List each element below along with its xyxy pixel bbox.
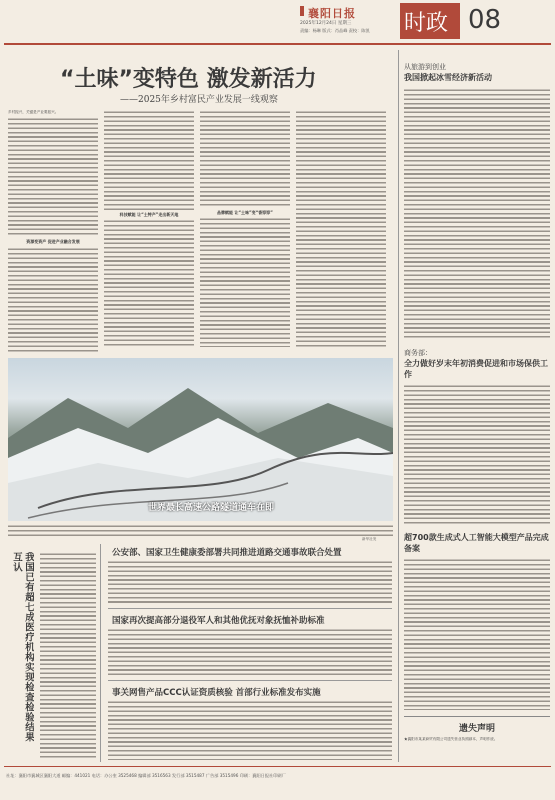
lead-headline: “土味”变特色 激发新活力 — [60, 67, 317, 92]
lead-col3-text — [200, 110, 290, 208]
date-line: 2025年12月24日 星期三 — [300, 21, 352, 26]
masthead-rule — [4, 43, 551, 45]
left-column-headline: 我国已有超七成医疗机构实现检查检验结果互认 — [11, 552, 34, 742]
lead-col1-text-2 — [8, 247, 98, 352]
lead-col2-text-2 — [104, 219, 194, 347]
article-c-headline: 事关网售产品CCC认证资质核验 首部行业标准发布实施 — [112, 688, 321, 698]
lower-left-divider — [100, 544, 101, 762]
notice-title: 遗失声明 — [458, 724, 495, 734]
right-mid-body — [404, 384, 550, 524]
paper-name: 襄阳日报 — [308, 7, 356, 20]
article-b-body — [108, 628, 392, 676]
lead-col2-subtitle: 科技赋能 让“土特产”走出新天地 — [119, 212, 179, 217]
right-column-divider — [398, 50, 399, 762]
photo-description — [8, 524, 393, 538]
footer-text: 社址：襄阳市襄城区襄阳大道 邮编：441021 电话：办公室 3525468 编辑部 3516563 发行部 3515487 广告部 3515496 印刷：襄阳日报社印刷厂 — [6, 773, 286, 778]
lead-col4-text — [296, 110, 386, 348]
article-bc-divider — [108, 680, 392, 681]
article-ab-divider — [108, 608, 392, 609]
right-top-body — [404, 88, 550, 338]
masthead — [0, 0, 555, 50]
right-mid-headline: 全力做好岁末年初消费促进和市场保供工作 — [404, 359, 548, 379]
article-c-body — [108, 700, 392, 760]
lead-col1-subtitle: 资源变资产 促进产业融合发展 — [26, 239, 80, 245]
article-a-headline: 公安部、国家卫生健康委部署共同推进道路交通事故联合处置 — [112, 548, 342, 558]
right-top-kicker: 从旅游到创业 — [404, 63, 446, 71]
photo-caption: 世界最长高速公路隧道通车在即 — [148, 503, 275, 513]
lead-col1-text — [8, 117, 98, 237]
notice-body: ★襄阳市某某商贸有限公司遗失营业执照副本，声明作废。 — [404, 737, 498, 741]
right-top-headline: 我国掀起冰雪经济新活动 — [404, 73, 492, 82]
photo-credit: 新华社发 — [362, 537, 377, 541]
right-mid-kicker: 商务部： — [404, 349, 432, 357]
right-bottom-headline: 超700款生成式人工智能大模型产品完成备案 — [404, 533, 549, 553]
lead-col3 — [200, 110, 290, 352]
lead-col2 — [104, 110, 194, 352]
page-number: 08 — [468, 5, 502, 35]
lead-col1-intro: 乡村振兴，关键是产业要振兴。 — [8, 110, 59, 114]
article-b-headline: 国家再次提高部分退役军人和其他优抚对象抚恤补助标准 — [112, 616, 325, 626]
lead-col3-text-2 — [200, 217, 290, 347]
paper-logo — [300, 6, 304, 16]
lead-col1 — [8, 110, 98, 352]
lead-col2-text — [104, 110, 194, 210]
editor-line: 责编：杨琳 版式：肖品峰 责校：陈凯 — [300, 28, 370, 33]
mountain-scene — [8, 358, 393, 521]
lead-subhead: ——2025年乡村富民产业发展一线观察 — [120, 95, 278, 105]
left-column-body — [40, 552, 96, 758]
lead-col3-subtitle: 品牌赋能 让“土味”变“香饽饽” — [217, 210, 273, 215]
notice-box — [404, 716, 550, 763]
section-label: 时政 — [404, 11, 449, 36]
right-bottom-body — [404, 558, 550, 710]
article-a-body — [108, 560, 392, 604]
lead-col4 — [296, 110, 386, 352]
lead-photo — [8, 358, 393, 521]
footer-rule — [4, 766, 551, 767]
